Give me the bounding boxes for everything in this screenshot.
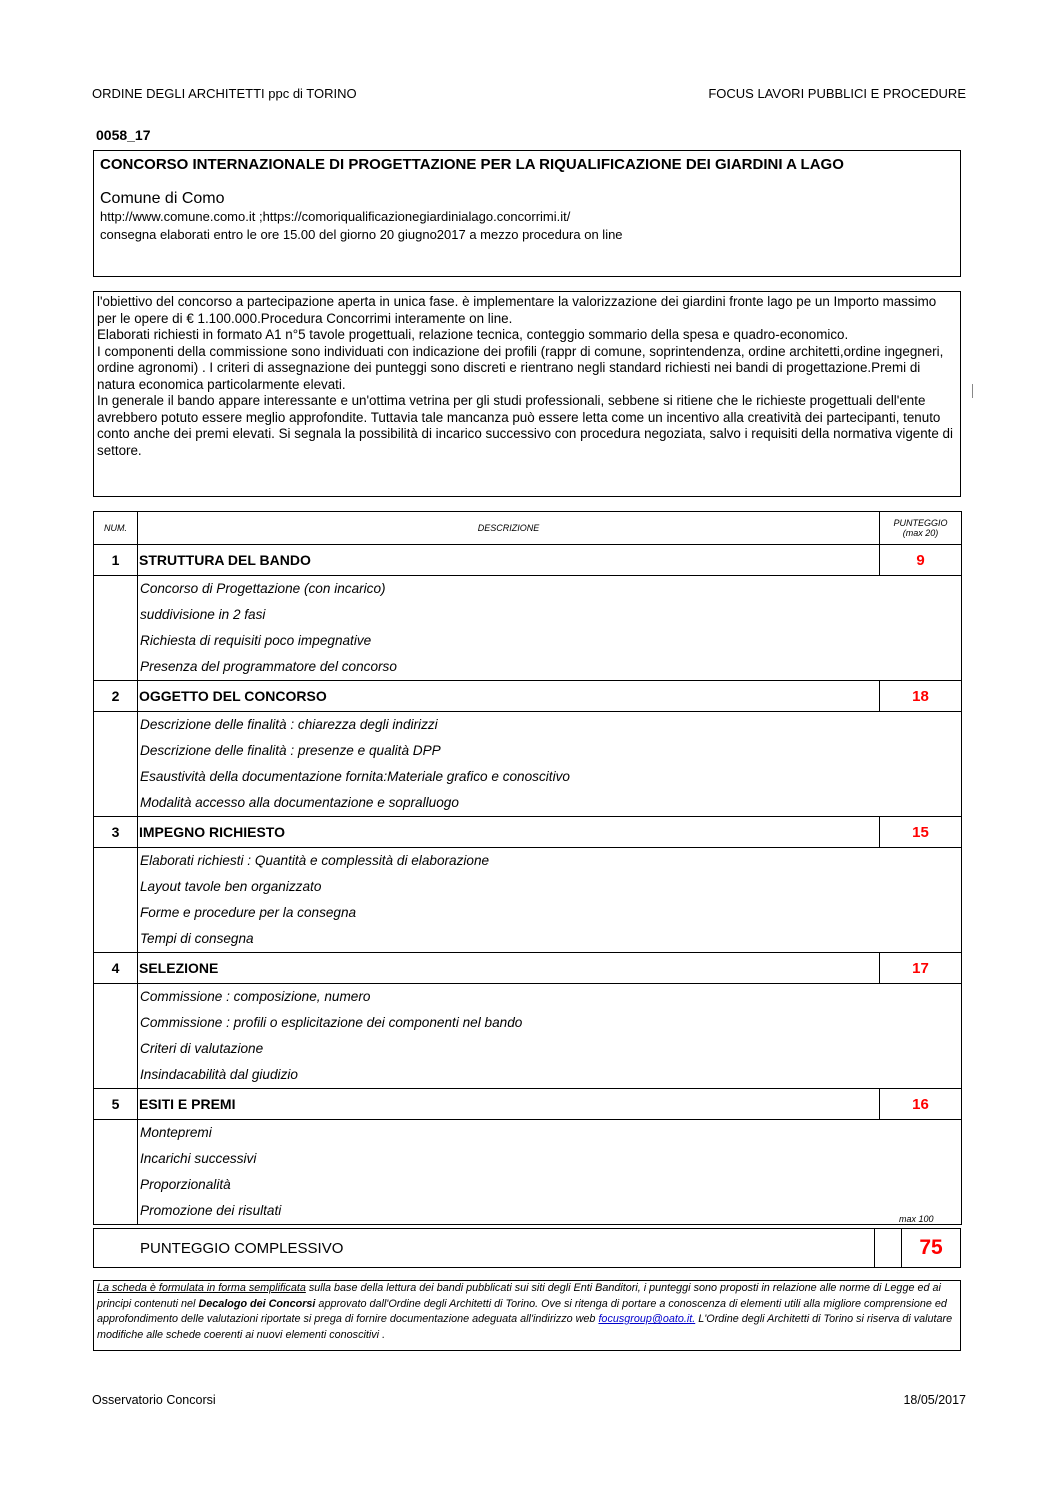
criteria-item: Commissione : profili o esplicitazione dei componenti nel bando [140,1015,523,1030]
criteria-list [138,712,962,817]
section-row [94,681,962,712]
section-number: 2 [94,681,138,712]
section-items-row [94,576,962,681]
items-spacer [94,848,138,953]
section-title: IMPEGNO RICHIESTO [138,817,880,848]
criteria-item: Commissione : composizione, numero [140,989,371,1004]
section-title: ESITI E PREMI [138,1089,880,1120]
criteria-list [138,576,962,681]
description-paragraph: In generale il bando appare interessante e un'ottima vetrina per gli studi professionali, sebbene si ritiene che le richieste progettuali dell'ente avrebbero potuto essere meglio approfondite. Tuttavia tale mancanza può essere letta come un incentivo alla creatività dei partecipanti, tenuto conto anche dei premi elevati. Si segnala la possibilità di incarico successivo con procedura negoziata, salvo i requisiti della normativa vigente di settore. [97,393,953,458]
document-code: 0058_17 [96,127,151,143]
criteria-item: Tempi di consegna [140,931,254,946]
criteria-item: Descrizione delle finalità : presenze e qualità DPP [140,743,441,758]
total-score-value: 75 [902,1229,961,1268]
items-spacer [94,712,138,817]
header-num: NUM. [94,512,138,545]
section-items-row [94,712,962,817]
section-title: STRUTTURA DEL BANDO [138,545,880,576]
section-row [94,1089,962,1120]
criteria-item: Layout tavole ben organizzato [140,879,322,894]
header-score-max: (max 20) [902,528,939,538]
section-score: 17 [880,953,962,984]
max-score-label: max 100 [899,1214,934,1224]
criteria-item: Concorso di Progettazione (con incarico) [140,581,386,596]
section-score: 9 [880,545,962,576]
criteria-list [138,848,962,953]
section-number: 5 [94,1089,138,1120]
criteria-item: Esaustività della documentazione fornita:Materiale grafico e conoscitivo [140,769,570,784]
description-box [93,291,961,497]
description-paragraph: Elaborati richiesti in formato A1 n°5 tavole progettuali, relazione tecnica, conteggio sommario della spesa e quadro-economico. [97,327,849,342]
items-spacer [94,984,138,1089]
description-paragraph: l'obiettivo del concorso a partecipazione aperta in unica fase. è implementare la valorizzazione dei giardini fronte lago pe un Importo massimo per le opere di € 1.100.000.Procedura Concorrimi interamente on line. [97,294,937,326]
email-link[interactable]: focusgroup@oato.it. [598,1313,696,1325]
section-row [94,545,962,576]
criteria-item: Incarichi successivi [140,1151,257,1166]
criteria-item: Promozione dei risultati [140,1203,282,1218]
criteria-item: suddivisione in 2 fasi [140,607,266,622]
section-number: 3 [94,817,138,848]
disclaimer-text [97,1281,957,1343]
evaluation-table [93,511,962,1225]
margin-mark [972,384,973,398]
header-description: DESCRIZIONE [138,512,880,545]
disclaimer-part-2: approvato dall'Ordine degli Architetti di Torino. Ove si ritenga di portare a conoscenza di elementi utili alla migliore comprensione ed approfondimento delle valutazioni riportate si prega di fornire documentazione adeguata all'indirizzo web [97,1297,947,1325]
section-items-row [94,1120,962,1225]
criteria-item: Modalità accesso alla documentazione e sopralluogo [140,795,459,810]
header-left: ORDINE DEGLI ARCHITETTI ppc di TORINO [92,86,357,101]
comune-name: Comune di Como [100,190,225,207]
disclaimer-box [93,1280,961,1351]
criteria-list [138,984,962,1089]
section-score: 18 [880,681,962,712]
urls-line: http://www.comune.como.it ;https://comoriqualificazionegiardinialago.concorrimi.it/ [100,209,571,224]
header-score-label: PUNTEGGIO [893,518,948,528]
section-items-row [94,984,962,1089]
disclaimer-part-3: L'Ordine degli Architetti di Torino si riserva di valutare modifiche alle schede coerenti ai nuovi elementi conoscitivi . [97,1313,953,1341]
title-box [93,150,961,277]
deadline-line: consegna elaborati entro le ore 15.00 del giorno 20 giugno2017 a mezzo procedura on line [100,227,623,242]
items-spacer [94,576,138,681]
criteria-item: Proporzionalità [140,1177,231,1192]
section-title: OGGETTO DEL CONCORSO [138,681,880,712]
decalogo-reference: Decalogo dei Concorsi [198,1297,316,1310]
total-score-label: PUNTEGGIO COMPLESSIVO [94,1229,875,1268]
footer-left: Osservatorio Concorsi [92,1393,216,1407]
criteria-item: Criteri di valutazione [140,1041,264,1056]
criteria-item: Richiesta di requisiti poco impegnative [140,633,372,648]
disclaimer-intro: La scheda è formulata in forma semplificata [97,1282,306,1294]
section-number: 1 [94,545,138,576]
criteria-item: Descrizione delle finalità : chiarezza degli indirizzi [140,717,438,732]
criteria-item: Elaborati richiesti : Quantità e complessità di elaborazione [140,853,490,868]
section-score: 16 [880,1089,962,1120]
section-score: 15 [880,817,962,848]
table-header-row [94,512,962,545]
footer-date: 18/05/2017 [903,1393,966,1407]
section-row [94,953,962,984]
criteria-list [138,1120,962,1225]
total-gap [875,1229,902,1268]
section-title: SELEZIONE [138,953,880,984]
items-spacer [94,1120,138,1225]
total-score-row [93,1228,961,1268]
criteria-item: Presenza del programmatore del concorso [140,659,397,674]
description-text [97,294,957,459]
header-right: FOCUS LAVORI PUBBLICI E PROCEDURE [708,86,966,101]
section-items-row [94,848,962,953]
criteria-item: Insindacabilità dal giudizio [140,1067,298,1082]
disclaimer-part-1: sulla base della lettura dei bandi pubblicati sui siti degli Enti Banditori, i punteggi sono proposti in relazione alle norme di Legge ed ai principi contenuti nel [97,1282,941,1310]
description-paragraph: I componenti della commissione sono individuati con indicazione dei profili (rappr di comune, soprintendenza, ordine architetti,ordine ingegneri, ordine agronomi) . I criteri di assegnazione dei punteggi sono discreti e rientrano negli standard richiesti nei bandi di progettazione.Premi di natura economica particolarmente elevati. [97,343,944,392]
criteria-item: Forme e procedure per la consegna [140,905,357,920]
header-score [880,512,962,545]
criteria-item: Montepremi [140,1125,212,1140]
page-title: CONCORSO INTERNAZIONALE DI PROGETTAZIONE PER LA RIQUALIFICAZIONE DEI GIARDINI A LAGO [100,156,844,173]
section-number: 4 [94,953,138,984]
section-row [94,817,962,848]
